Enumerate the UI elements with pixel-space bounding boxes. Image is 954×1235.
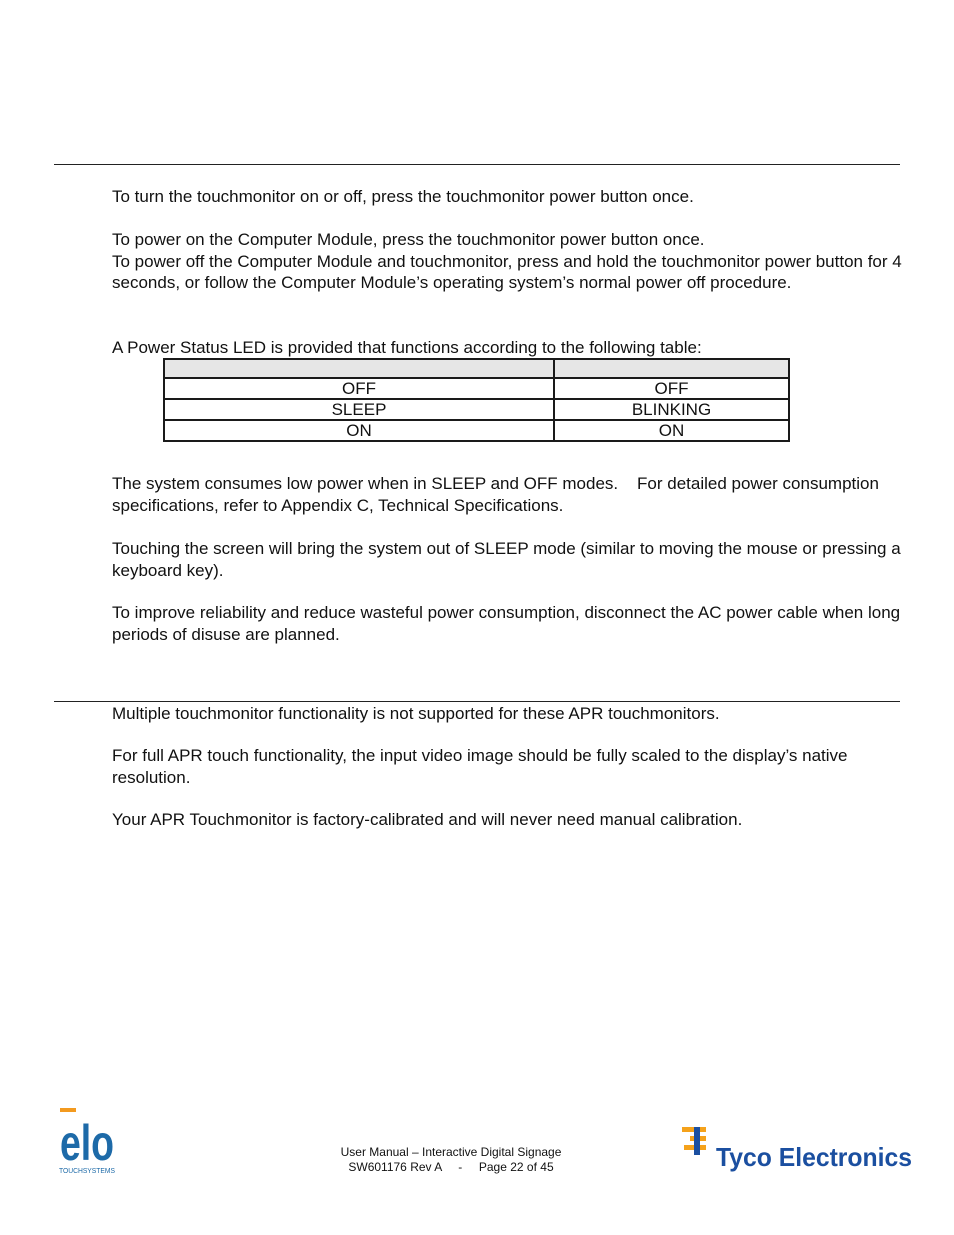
table-cell-led: BLINKING <box>554 399 789 420</box>
elo-logo <box>58 1108 118 1181</box>
tyco-logo-graphic <box>680 1124 916 1174</box>
table-row <box>164 378 789 399</box>
table-cell-mode: SLEEP <box>164 399 554 420</box>
table-cell-led: ON <box>554 420 789 441</box>
footer-title: User Manual – Interactive Digital Signage <box>340 1145 562 1159</box>
power-off-instructions: To power off the Computer Module and touchmonitor, press and hold the touchmonitor power button for 4 seconds, or follow the Computer Module’s operating system’s normal power off procedure. <box>112 251 902 292</box>
elo-logo-graphic <box>58 1108 118 1176</box>
multiple-monitor-paragraph: Multiple touchmonitor functionality is not supported for these APR touchmonitors. <box>112 704 720 723</box>
calibration-paragraph: Your APR Touchmonitor is factory-calibrated and will never need manual calibration. <box>112 810 743 829</box>
apr-scaling-paragraph: For full APR touch functionality, the input video image should be fully scaled to the display’s native resolution. <box>112 746 848 787</box>
svg-text:TOUCHSYSTEMS: TOUCHSYSTEMS <box>59 1168 116 1175</box>
svg-text:Tyco Electronics: Tyco Electronics <box>716 1142 912 1172</box>
low-power-paragraph: The system consumes low power when in SLEEP and OFF modes. For detailed power consumption specifications, refer to Appendix C, Technical Specifications. <box>112 474 884 515</box>
power-toggle-paragraph: To turn the touchmonitor on or off, press the touchmonitor power button once. <box>112 187 694 206</box>
table-cell-mode: OFF <box>164 378 554 399</box>
led-intro-paragraph: A Power Status LED is provided that functions according to the following table: <box>112 338 702 357</box>
svg-text:elo: elo <box>60 1115 114 1171</box>
footer-page-info: SW601176 Rev A - Page 22 of 45 <box>348 1160 554 1174</box>
table-row <box>164 399 789 420</box>
table-cell-led: OFF <box>554 378 789 399</box>
power-on-line: To power on the Computer Module, press the touchmonitor power button once. <box>112 230 705 249</box>
page-footer <box>300 1145 602 1175</box>
table-header-row <box>164 359 789 378</box>
computer-module-power-paragraph <box>112 229 902 294</box>
table-header-cell <box>164 359 554 378</box>
touch-wake-paragraph: Touching the screen will bring the system out of SLEEP mode (similar to moving the mouse or pressing a keyboard key). <box>112 539 901 580</box>
section-divider-middle <box>54 701 900 702</box>
reliability-paragraph: To improve reliability and reduce wasteful power consumption, disconnect the AC power cable when long periods of disuse are planned. <box>112 603 901 644</box>
table-cell-mode: ON <box>164 420 554 441</box>
tyco-electronics-logo <box>680 1124 916 1179</box>
table-header-cell <box>554 359 789 378</box>
tyco-t-mark-icon <box>682 1127 706 1155</box>
table-row <box>164 420 789 441</box>
power-led-table <box>163 358 790 442</box>
section-divider-top <box>54 164 900 165</box>
